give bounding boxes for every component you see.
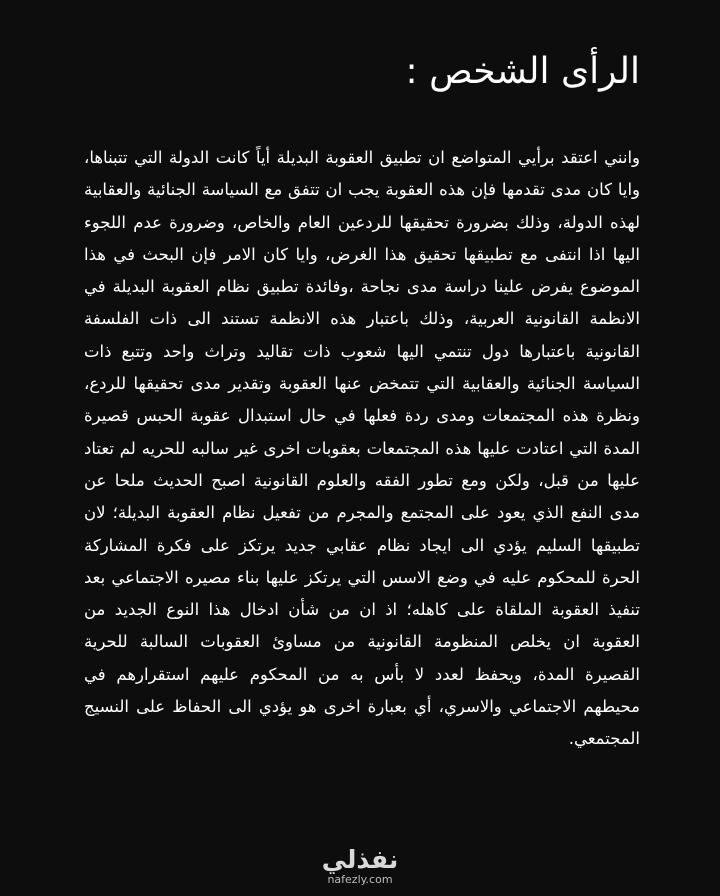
watermark-logo: نفذلي bbox=[321, 845, 399, 874]
body-paragraph: وانني اعتقد برأيي المتواضع ان تطبيق العقوبة البديلة أياً كانت الدولة التي تتبناها، وايا كان مدى تقدمها فإن هذه العقوبة يجب ان تتفق مع السياسة الجنائية والعقابية لهذه الدولة، وذلك بضرورة تحقيقها للردعين العام والخاص، وضرورة عدم اللجوء اليها اذا انتفى مع تطبيقها تحقيق هذا الغرض، وايا كان الامر فإن البحث في هذا الموضوع يفرض علينا دراسة مدى نجاحة ،وفائدة تطبيق نظام العقوبة البديلة في الانظمة القانونية العربية، وذلك باعتبار هذه الانظمة تستند الى ذات الفلسفة القانونية باعتبارها دول تنتمي اليها شعوب ذات تقاليد وتراث واحد وتتبع ذات السياسة الجنائية والعقابية التي تتمخض عنها العقوبة وتقدير مدى تحقيقها للردع، ونظرة هذه المجتمعات ومدى ردة فعلها في حال استبدال عقوبة الحبس قصيرة المدة التي اعتادت عليها هذه المجتمعات بعقوبات اخرى غير سالبه للحريه لم تعتاد عليها من قبل، ولكن ومع تطور الفقه والعلوم القانونية اصبح الحديث ملحا عن مدى النفع الذي يعود على المجتمع والمجرم من تفعيل نظام العقوبة البديلة؛ لان تطبيقها السليم يؤدي الى ايجاد نظام عقابي جديد يرتكز على فكرة المشاركة الحرة للمحكوم عليه في وضع الاسس التي يرتكز عليها بناء مصيره الاجتماعي بعد تنفيذ العقوبة الملقاة على كاهله؛ اذ ان من شأن ادخال هذا النوع الجديد من العقوبة ان يخلص المنظومة القانونية من مساوئ العقوبات السالبة للحرية القصيرة المدة، ويحفظ لعدد لا بأس به من المحكوم عليهم استقرارهم في محيطهم الاجتماعي والاسري، أي بعبارة اخرى هو يؤدي الى الحفاظ على النسيج المجتمعي. bbox=[84, 148, 640, 749]
page-title: الرأى الشخص : bbox=[405, 51, 640, 92]
watermark-url: nafezly.com bbox=[327, 873, 393, 886]
watermark bbox=[0, 846, 720, 886]
